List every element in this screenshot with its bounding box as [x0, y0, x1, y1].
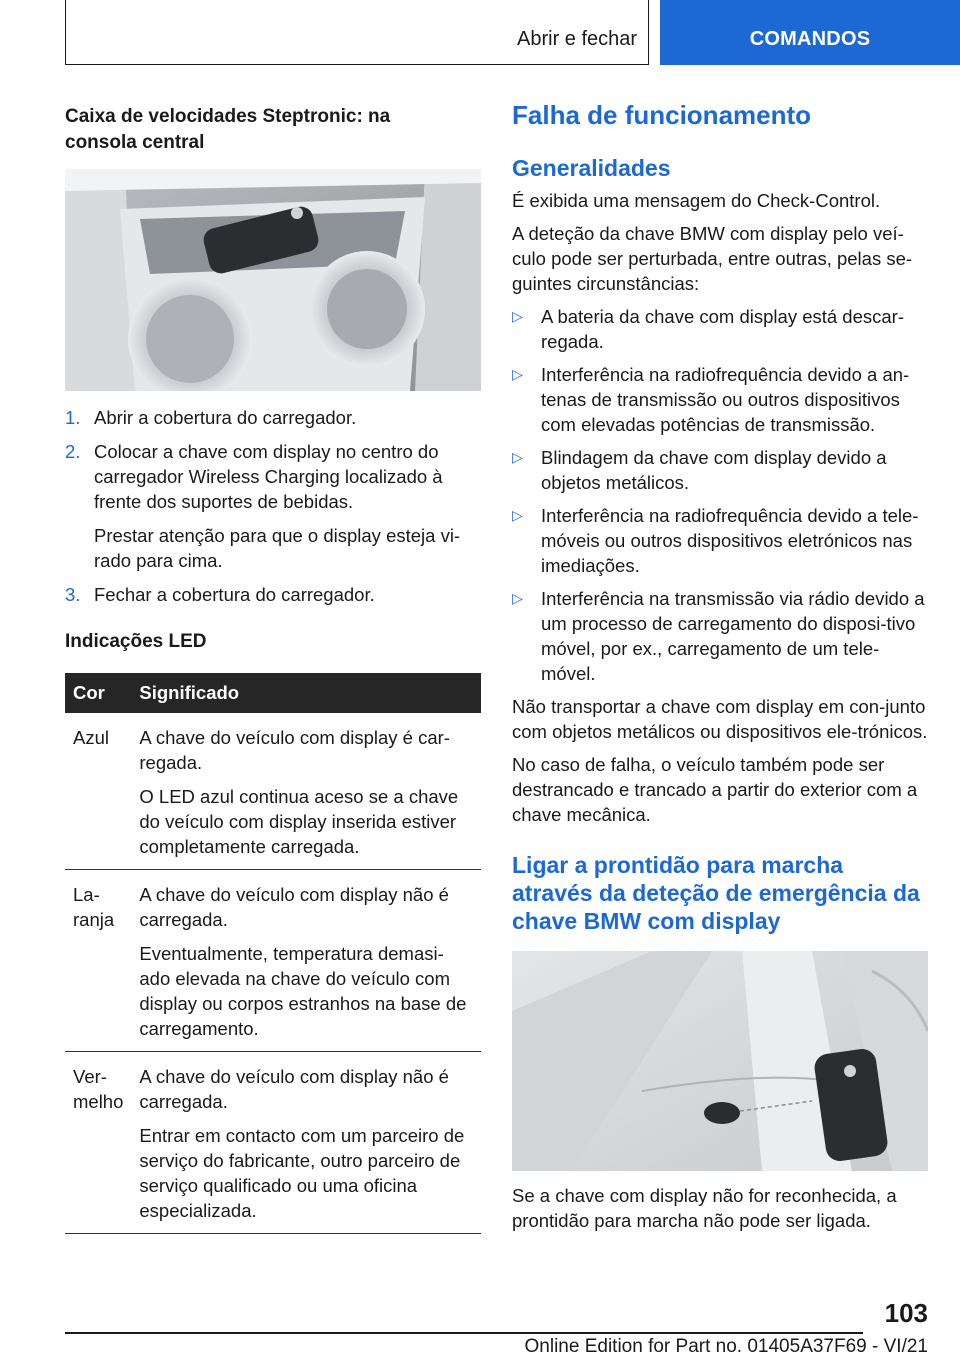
list-item: [512, 586, 928, 686]
led-color: Ver-melho: [65, 1052, 131, 1234]
led-meaning: [131, 713, 481, 870]
right-column: [512, 100, 928, 1233]
list-item: [512, 304, 928, 354]
circumstances-list: [512, 304, 928, 686]
paragraph: É exibida uma mensagem do Check-Control.: [512, 190, 881, 211]
step-number: 3.: [65, 584, 81, 605]
general-subtitle: Generalidades: [512, 155, 671, 181]
triangle-bullet-icon: ▷: [512, 449, 523, 465]
step-note: Prestar atenção para que o display esteja vi-rado para cima.: [94, 525, 461, 571]
list-item: [512, 362, 928, 437]
step-text: Fechar a cobertura do carregador.: [94, 584, 375, 605]
led-color: La-ranja: [65, 870, 131, 1052]
step-text: Abrir a cobertura do carregador.: [94, 407, 357, 428]
list-item: [512, 445, 928, 495]
chapter-tab[interactable]: [660, 0, 960, 65]
table-header-row: [65, 673, 481, 713]
triangle-bullet-icon: ▷: [512, 507, 523, 523]
paragraph: Não transportar a chave com display em con-junto com objetos metálicos ou dispositivos ele-trónicos.: [512, 696, 928, 742]
step-number: 1.: [65, 407, 81, 428]
emergency-illustration: [512, 951, 928, 1171]
meaning-line: Eventualmente, temperatura demasi-ado elevada na chave do veículo com display ou corpos estranhos na base de carregamento.: [139, 943, 467, 1039]
led-color: Azul: [65, 713, 131, 870]
list-item-text: Interferência na radiofrequência devido a tele-móveis ou outros dispositivos eletrónicos nas imediações.: [541, 505, 919, 576]
table-row: [65, 1052, 481, 1234]
led-meaning: [131, 1052, 481, 1234]
paragraph: A deteção da chave BMW com display pelo veí-culo pode ser perturbada, entre outras, pelas se-guintes circunstâncias:: [512, 223, 913, 294]
list-item-text: A bateria da chave com display está descar-regada.: [541, 306, 904, 352]
meaning-line: A chave do veículo com display não é carregada.: [139, 884, 449, 930]
meaning-line: A chave do veículo com display é car-regada.: [139, 727, 450, 773]
list-item-text: Interferência na radiofrequência devido a an-tenas de transmissão ou outros dispositivos com elevadas potências de transmissão.: [541, 364, 910, 435]
meaning-line: O LED azul continua aceso se a chave do veículo com display inserida estiver completamente carregada.: [139, 786, 459, 857]
charger-illustration: [65, 169, 481, 391]
table-row: [65, 713, 481, 870]
edition-footer: Online Edition for Part no. 01405A37F69 - VI/21: [524, 1336, 928, 1357]
paragraph: Se a chave com display não for reconhecida, a prontidão para marcha não pode ser ligada.: [512, 1185, 897, 1231]
footer-divider: [65, 1332, 863, 1334]
led-heading: Indicações LED: [65, 631, 207, 652]
list-item-text: Blindagem da chave com display devido a objetos metálicos.: [541, 447, 887, 493]
column-header-meaning: Significado: [131, 673, 481, 713]
triangle-bullet-icon: ▷: [512, 308, 523, 324]
malfunction-title: Falha de funcionamento: [512, 100, 812, 130]
led-meaning: [131, 870, 481, 1052]
emergency-image: [512, 951, 928, 1171]
column-header-color: Cor: [65, 673, 131, 713]
meaning-line: A chave do veículo com display não é carregada.: [139, 1066, 449, 1112]
led-table: [65, 673, 481, 1234]
charger-steps: [65, 405, 481, 607]
charger-image: [65, 169, 481, 391]
chapter-tab-label: COMANDOS: [749, 28, 871, 50]
step-item: [65, 405, 481, 430]
console-heading: Caixa de velocidades Steptronic: na consola central: [65, 106, 391, 153]
table-row: [65, 870, 481, 1052]
step-number: 2.: [65, 441, 81, 462]
meaning-line: Entrar em contacto com um parceiro de serviço do fabricante, outro parceiro de serviço qualificado ou uma oficina especializada.: [139, 1125, 465, 1221]
step-item: [65, 582, 481, 607]
left-column: [65, 104, 481, 1234]
list-item: [512, 503, 928, 578]
step-text: Colocar a chave com display no centro do carregador Wireless Charging localizado à frente dos suportes de bebidas.: [94, 441, 443, 512]
list-item-text: Interferência na transmissão via rádio devido a um processo de carregamento do disposi-tivo móvel, por ex., carregamento de um tele-móvel.: [541, 588, 925, 684]
triangle-bullet-icon: ▷: [512, 366, 523, 382]
triangle-bullet-icon: ▷: [512, 590, 523, 606]
paragraph: No caso de falha, o veículo também pode ser destrancado e trancado a partir do exterior com a chave mecânica.: [512, 754, 918, 825]
section-title: Abrir e fechar: [517, 28, 638, 50]
page-number: 103: [884, 1298, 928, 1328]
step-item: [65, 439, 481, 573]
emergency-detection-heading: Ligar a prontidão para marcha através da deteção de emergência da chave BMW com display: [512, 852, 920, 934]
